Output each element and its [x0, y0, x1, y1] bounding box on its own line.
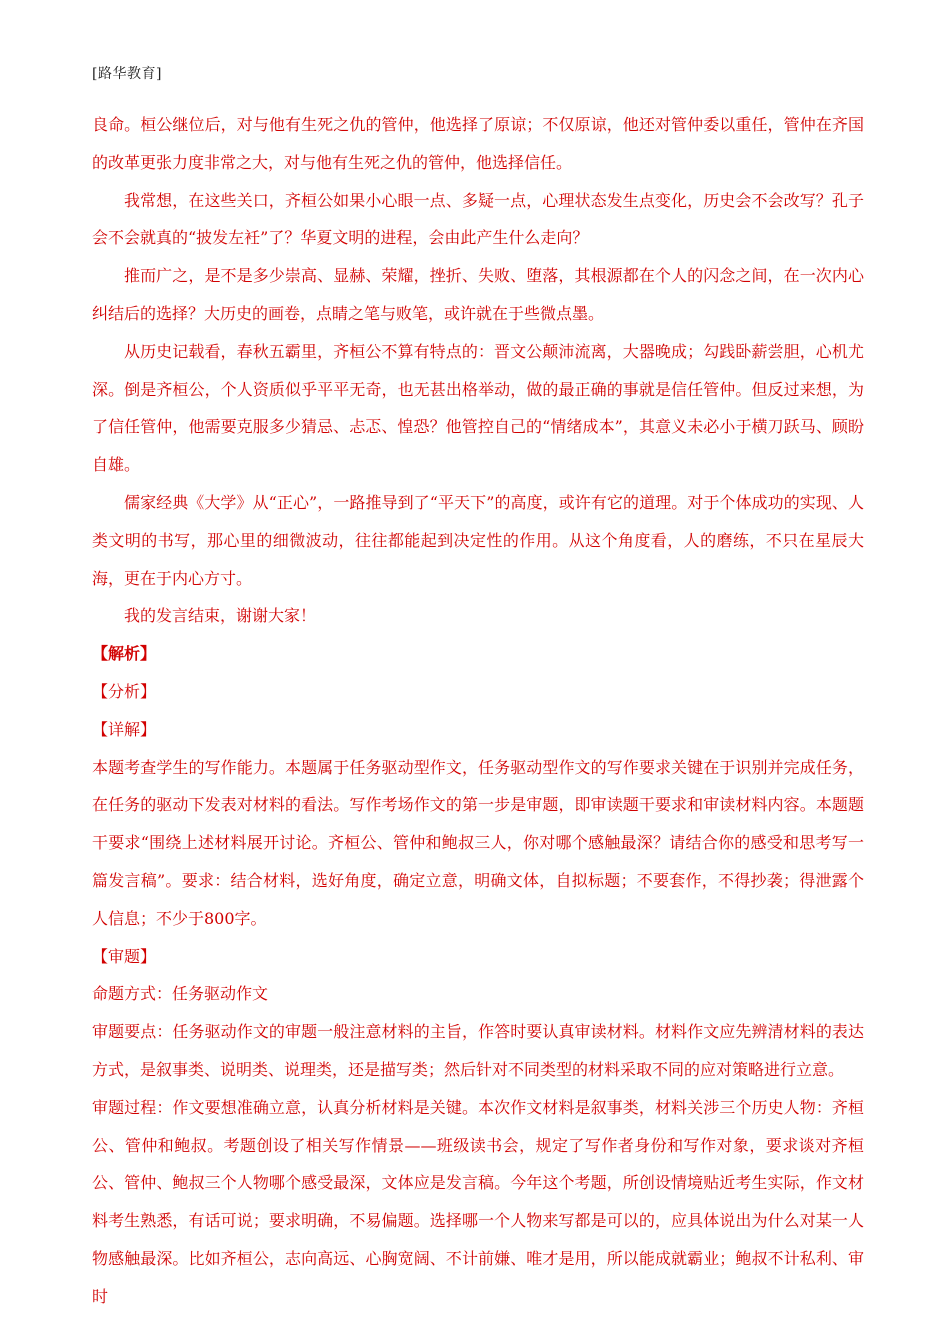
yaodian-text: 审题要点：任务驱动作文的审题一般注意材料的主旨，作答时要认真审读材料。材料作文应先辨清材料的表达方式，是叙事类、说明类、说理类，还是描写类；然后针对不同类型的材料采取不同的应对策略进行立意。 [92, 1022, 864, 1079]
essay-paragraph-4: 从历史记载看，春秋五霸里，齐桓公不算有特点的：晋文公颠沛流离，大器晚成；勾践卧薪尝胆，心机尤深。倒是齐桓公，个人资质似乎平平无奇，也无甚出格举动，做的最正确的事就是信任管仲。但反过来想，为了信任管仲，他需要克服多少猜忌、忐忑、惶恐？他管控自己的“情绪成本”，其意义未必小于横刀跃马、顾盼自雄。 [92, 341, 864, 475]
mingti-text: 命题方式：任务驱动作文 [92, 984, 269, 1004]
shenti-label: 【审题】 [92, 946, 157, 966]
guocheng-text: 审题过程：作文要想准确立意，认真分析材料是关键。本次作文材料是叙事类，材料关涉三个历史人物：齐桓公、管仲和鲍叔。考题创设了相关写作情景——班级读书会，规定了写作者身份和写作对象，要求谈对齐桓公、管仲、鲍叔三个人物哪个感受最深，文体应是发言稿。今年这个考题，所创设情境贴近考生实际，作文材料考生熟悉，有话可说；要求明确，不易偏题。选择哪一个人物来写都是可以的，应具体说出为什么对某一人物感触最深。比如齐桓公，志向高远、心胸宽阔、不计前嫌、唯才是用，所以能成就霸业；鲍叔不计私利、审时 [92, 1097, 864, 1306]
header-brand: [路华教育] [92, 66, 162, 82]
essay-paragraph-3: 推而广之，是不是多少崇高、显赫、荣耀，挫折、失败、堕落，其根源都在个人的闪念之间，在一次内心纠结后的选择？大历史的画卷，点睛之笔与败笔，或许就在于些微点墨。 [92, 266, 864, 323]
essay-paragraph-5: 儒家经典《大学》从“正心”，一路推导到了“平天下”的高度，或许有它的道理。对于个体成功的实现、人类文明的书写，那心里的细微波动，往往都能起到决定性的作用。从这个角度看，人的磨练，不只在星辰大海，更在于内心方寸。 [92, 492, 864, 588]
essay-paragraph-2: 我常想，在这些关口，齐桓公如果小心眼一点、多疑一点，心理状态发生点变化，历史会不会改写？孔子会不会就真的“披发左衽”了？华夏文明的进程，会由此产生什么走向？ [92, 190, 864, 248]
xiangjie-label: 【详解】 [92, 719, 157, 739]
xiangjie-text: 本题考查学生的写作能力。本题属于任务驱动型作文，任务驱动型作文的写作要求关键在于识别并完成任务，在任务的驱动下发表对材料的看法。写作考场作文的第一步是审题，即审读题干要求和审读材料内容。本题题干要求“围绕上述材料展开讨论。齐桓公、管仲和鲍叔三人，你对哪个感触最深？请结合你的感受和思考写一篇发言稿”。要求：结合材料，选好角度，确定立意，明确文体，自拟标题；不要套作，不得抄袭；得泄露个人信息；不少于800字。 [92, 757, 864, 928]
document-body [92, 106, 864, 1316]
jiexi-label: 【解析】 [92, 644, 157, 664]
essay-section [92, 106, 864, 635]
essay-paragraph-1: 良命。桓公继位后，对与他有生死之仇的管仲，他选择了原谅；不仅原谅，他还对管仲委以重任，管仲在齐国的改革更张力度非常之大，对与他有生死之仇的管仲，他选择信任。 [92, 115, 864, 172]
fenxi-label: 【分析】 [92, 681, 157, 701]
analysis-section [92, 635, 864, 1315]
essay-closing: 我的发言结束，谢谢大家！ [124, 606, 317, 626]
